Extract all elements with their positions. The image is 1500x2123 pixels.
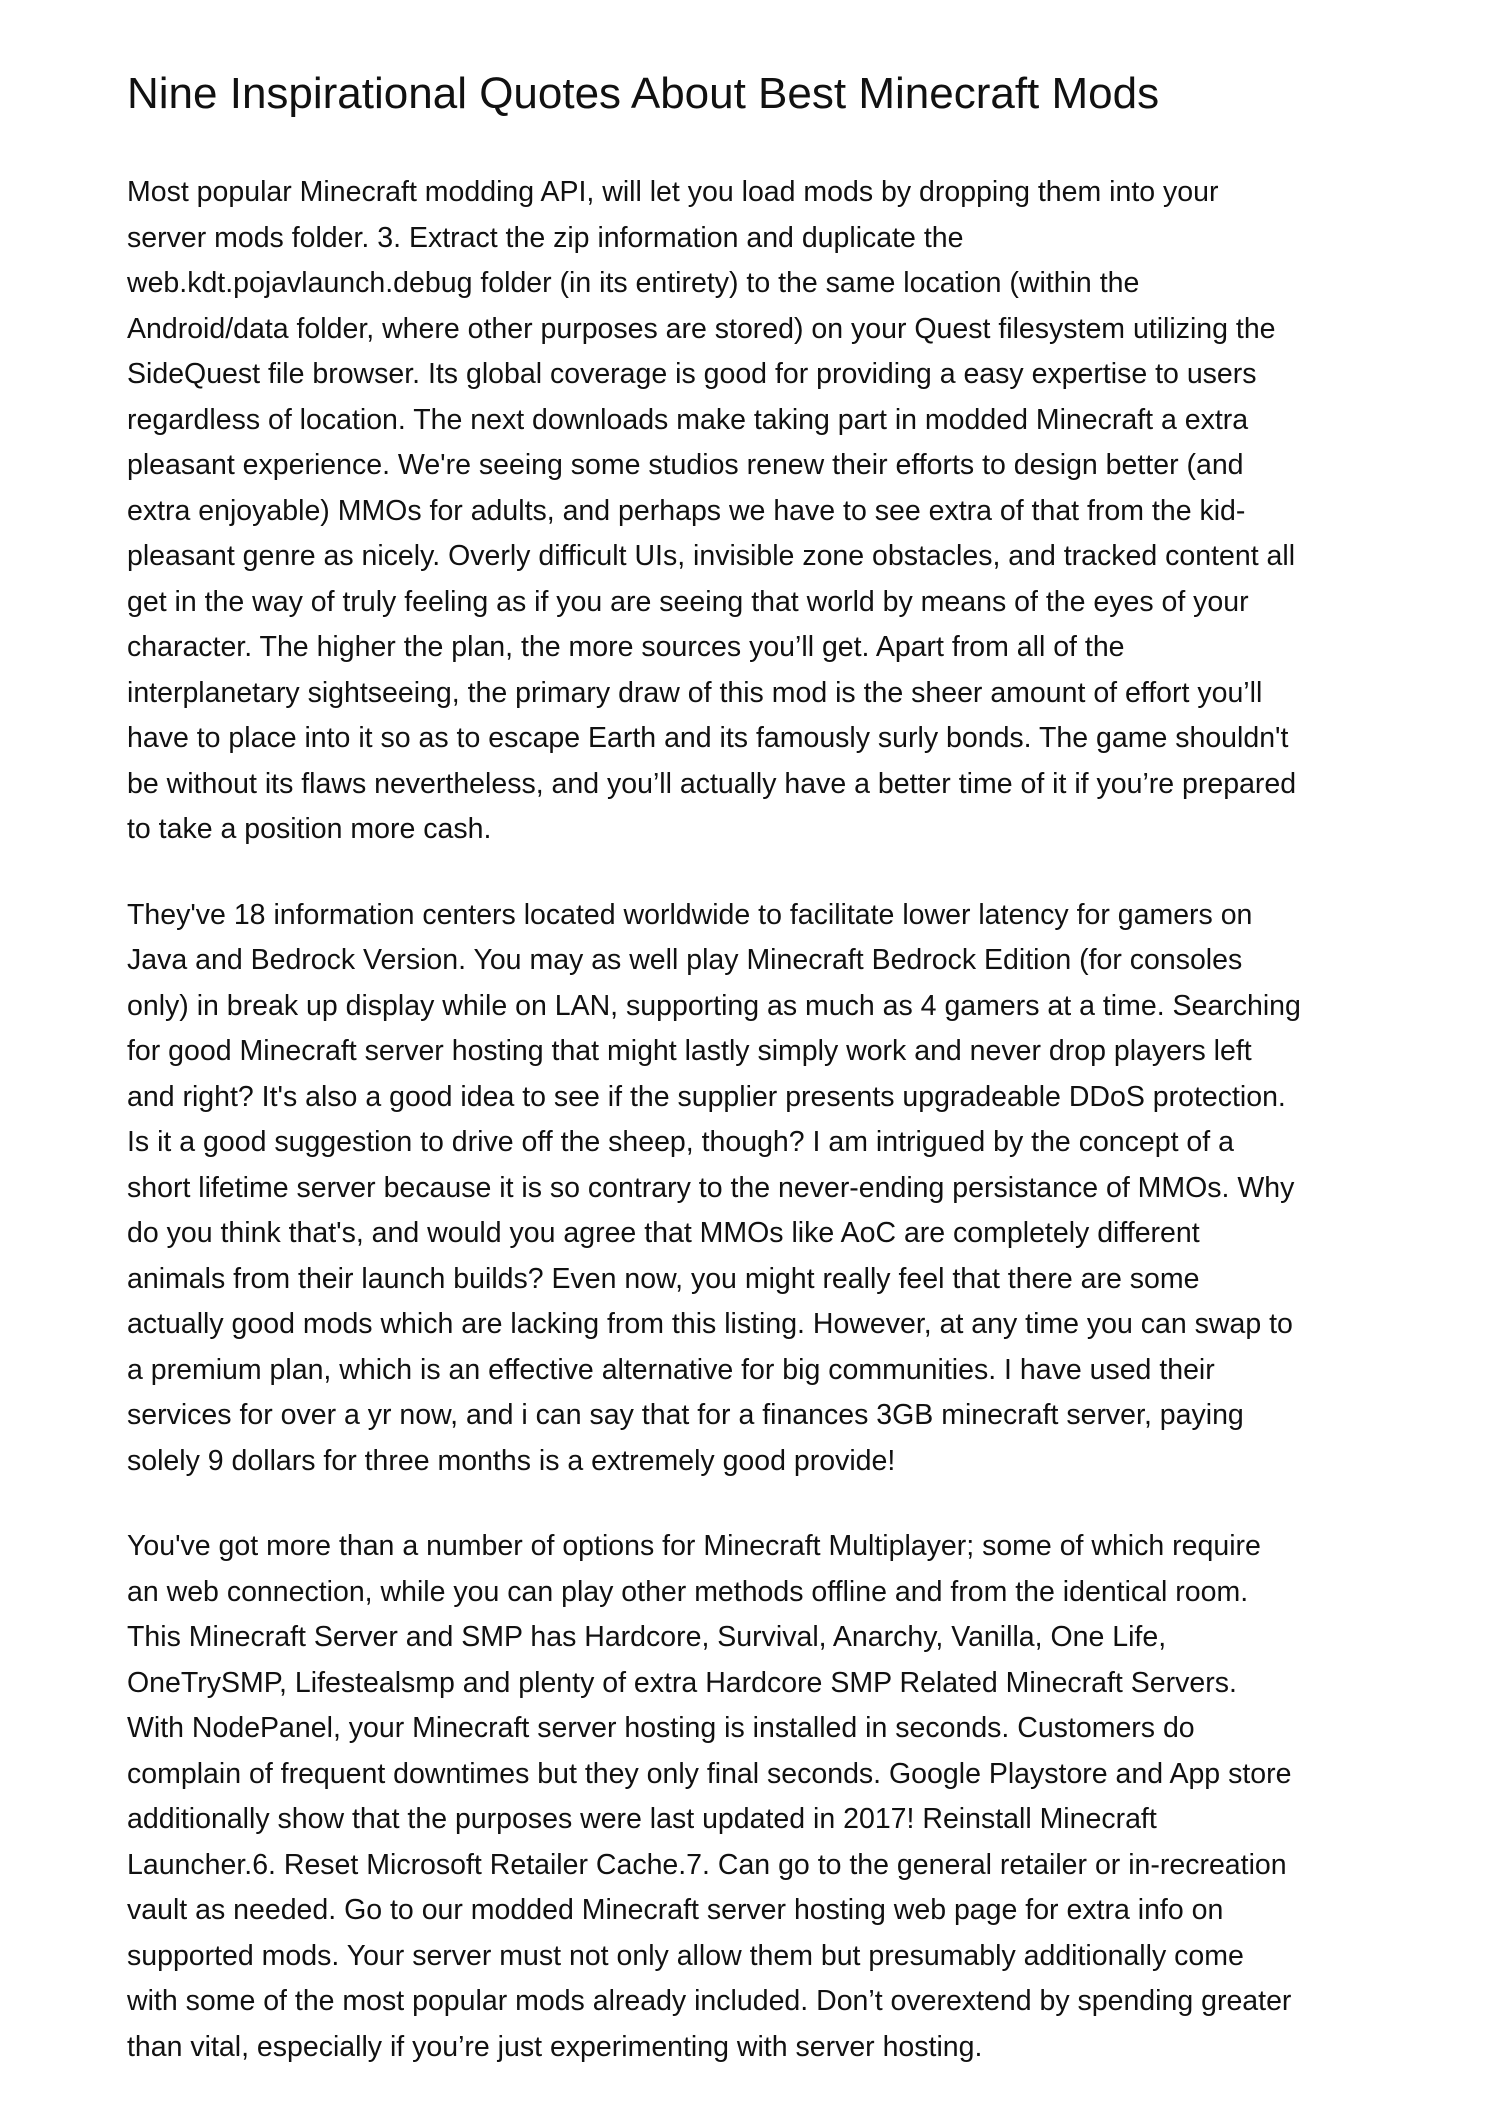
paragraph-line: and right? It's also a good idea to see if the supplier presents upgradeable DDoS protection. [127,1080,1286,1113]
paragraph-line: for good Minecraft server hosting that might lastly simply work and never drop players left [127,1035,1252,1067]
paragraph-line: a premium plan, which is an effective alternative for big communities. I have used their [127,1353,1215,1386]
paragraph-line: Launcher.6. Reset Microsoft Retailer Cache.7. Can go to the general retailer or in-recreation [127,1848,1287,1881]
paragraph-line: interplanetary sightseeing, the primary draw of this mod is the sheer amount of effort you’ll [127,676,1263,709]
paragraph-1 [127,170,1389,853]
paragraph-line: character. The higher the plan, the more sources you’ll get. Apart from all of the [127,631,1125,663]
paragraph-line: regardless of location. The next downloads make taking part in modded Minecraft a extra [127,403,1249,436]
paragraph-line: short lifetime server because it is so contrary to the never-ending persistance of MMOs. Why [127,1171,1295,1204]
paragraph-line: You've got more than a number of options for Minecraft Multiplayer; some of which require [127,1530,1261,1562]
paragraph-line: SideQuest file browser. Its global coverage is good for providing a easy expertise to users [127,358,1257,390]
page-title: Nine Inspirational Quotes About Best Minecraft Mods [127,69,1160,118]
paragraph-line: complain of frequent downtimes but they only final seconds. Google Playstore and App store [127,1757,1292,1790]
paragraph-line: be without its flaws nevertheless, and you’ll actually have a better time of it if you’re prepared [127,767,1297,800]
paragraph-line: supported mods. Your server must not only allow them but presumably additionally come [127,1939,1244,1972]
paragraph-line: have to place into it so as to escape Earth and its famously surly bonds. The game shouldn't [127,722,1289,754]
paragraph-line: Java and Bedrock Version. You may as well play Minecraft Bedrock Edition (for consoles [127,944,1243,976]
paragraph-line: additionally show that the purposes were last updated in 2017! Reinstall Minecraft [127,1803,1157,1835]
paragraph-line: pleasant genre as nicely. Overly difficult UIs, invisible zone obstacles, and tracked content all [127,540,1296,572]
paragraph-line: They've 18 information centers located worldwide to facilitate lower latency for gamers on [127,898,1253,931]
paragraph-line: Most popular Minecraft modding API, will let you load mods by dropping them into your [127,176,1219,208]
paragraph-line: OneTrySMP, Lifestealsmp and plenty of extra Hardcore SMP Related Minecraft Servers. [127,1666,1237,1699]
paragraph-line: web.kdt.pojavlaunch.debug folder (in its entirety) to the same location (within the [127,267,1140,299]
paragraph-line: services for over a yr now, and i can say that for a finances 3GB minecraft server, paying [127,1399,1244,1431]
paragraph-3 [127,1524,1389,2070]
paragraph-line: This Minecraft Server and SMP has Hardcore, Survival, Anarchy, Vanilla, One Life, [127,1621,1167,1653]
paragraph-line: actually good mods which are lacking from this listing. However, at any time you can swap to [127,1308,1293,1340]
paragraph-line: solely 9 dollars for three months is a extremely good provide! [127,1444,896,1477]
paragraph-line: an web connection, while you can play other methods offline and from the identical room. [127,1575,1249,1608]
paragraph-line: With NodePanel, your Minecraft server hosting is installed in seconds. Customers do [127,1712,1195,1744]
paragraph-line: to take a position more cash. [127,813,492,845]
paragraph-line: extra enjoyable) MMOs for adults, and perhaps we have to see extra of that from the kid- [127,494,1246,527]
paragraph-line: do you think that's, and would you agree that MMOs like AoC are completely different [127,1217,1200,1249]
paragraph-line: Is it a good suggestion to drive off the sheep, though? I am intrigued by the concept of a [127,1126,1234,1158]
paragraph-line: server mods folder. 3. Extract the zip information and duplicate the [127,221,964,254]
paragraph-line: pleasant experience. We're seeing some studios renew their efforts to design better (and [127,449,1244,481]
paragraph-line: animals from their launch builds? Even now, you might really feel that there are some [127,1262,1200,1295]
article-body [127,170,1389,2110]
paragraph-line: Android/data folder, where other purposes are stored) on your Quest filesystem utilizing the [127,312,1276,345]
paragraph-line: than vital, especially if you’re just experimenting with server hosting. [127,2030,983,2063]
paragraph-line: vault as needed. Go to our modded Minecraft server hosting web page for extra info on [127,1894,1224,1926]
paragraph-line: get in the way of truly feeling as if you are seeing that world by means of the eyes of your [127,585,1249,618]
paragraph-line: only) in break up display while on LAN, supporting as much as 4 gamers at a time. Searching [127,989,1301,1022]
paragraph-line: with some of the most popular mods already included. Don’t overextend by spending greater [127,1985,1292,2017]
paragraph-2 [127,893,1389,1485]
